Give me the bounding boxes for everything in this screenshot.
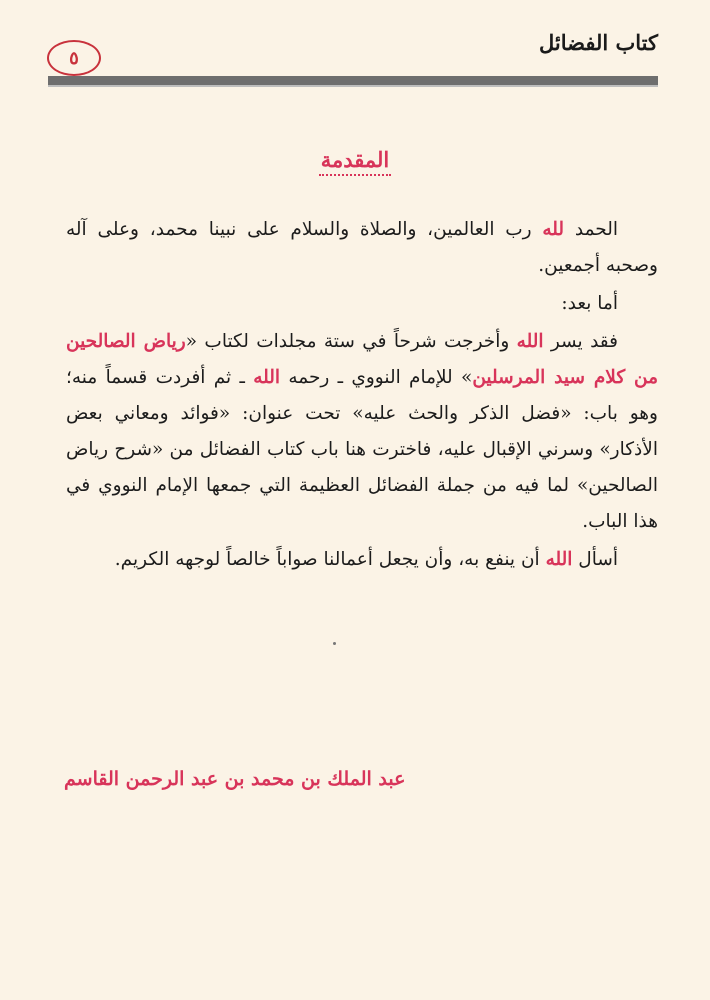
text-run: » للإمام النووي ـ رحمه: [280, 367, 473, 388]
text-run: الحمد: [564, 219, 618, 240]
book-title: رياض الصالحين من كلام سيد المرسلين: [66, 331, 658, 388]
author-signature: عبد الملك بن محمد بن عبد الرحمن القاسم: [64, 768, 406, 790]
ornament-dot: [333, 642, 336, 645]
text-run: فقد يسر: [543, 331, 618, 352]
divine-name: لله: [542, 219, 565, 240]
text-run: أسأل: [572, 549, 618, 570]
section-heading-text: المقدمة: [319, 147, 392, 176]
divine-name: الله: [545, 549, 573, 570]
text-run: أن ينفع به، وأن يجعل أعمالنا صواباً خالصاً لوجهه الكريم.: [114, 549, 546, 570]
page-number: [47, 40, 101, 76]
text-run: وأخرجت شرحاً في ستة مجلدات لكتاب «: [185, 331, 517, 352]
paragraph-prayer: [66, 542, 658, 578]
divine-name: الله: [253, 367, 281, 388]
body-text: [66, 212, 658, 580]
header-rule: [48, 76, 658, 85]
text-run: ـ ثم أفردت قسماً منه؛ وهو باب: «فضل الذكر والحث عليه» تحت عنوان: «فوائد ومعاني بعض الأذكار» وسرني الإقبال عليه، فاخترت هنا باب كتاب الفضائل من «شرح رياض الصالحين» لما فيه من جملة الفضائل العظيمة التي جمعها الإمام النووي في هذا الباب.: [66, 367, 658, 532]
page-number-text: ٥: [69, 47, 79, 69]
paragraph-main: [66, 324, 658, 540]
paragraph-praise: [66, 212, 658, 284]
section-heading: [0, 147, 710, 176]
divine-name: الله: [516, 331, 544, 352]
running-title: كتاب الفضائل: [538, 30, 658, 55]
text-run: رب العالمين، والصلاة والسلام على نبينا محمد، وعلى آله وصحبه أجمعين.: [66, 219, 658, 276]
paragraph-amma-bad: أما بعد:: [561, 293, 618, 314]
